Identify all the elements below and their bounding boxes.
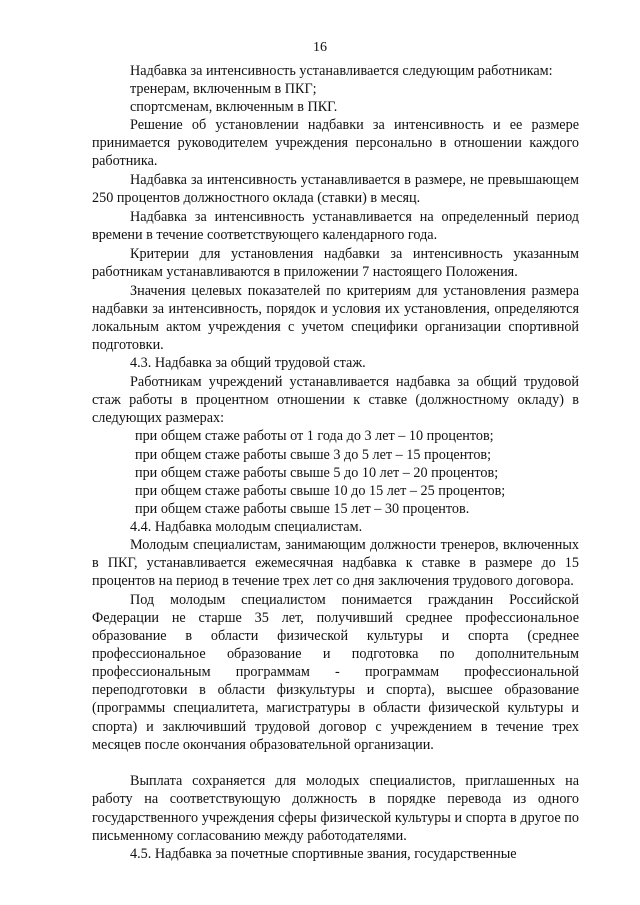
paragraph: Молодым специалистам, занимающим должности тренеров, включенных в ПКГ, устанавливается ежемесячная надбавка к ставке в размере до 15 процентов на период в течение трех лет со дня заключения трудового договора. — [92, 537, 579, 590]
paragraph: Значения целевых показателей по критериям для установления размера надбавки за интенсивность, порядок и условия их установления, определяются локальным актом учреждения с учетом специфики организации спортивной подготовки. — [92, 282, 579, 353]
paragraph-gap — [92, 754, 579, 772]
paragraph: Выплата сохраняется для молодых специалистов, приглашенных на работу на соответствующую должность в порядке перевода из одного государственного учреждения сферы физической культуры и спорта в другое по письменному согласованию между работодателями. — [92, 773, 579, 844]
paragraph: Критерии для установления надбавки за интенсивность указанным работникам устанавливаются в приложении 7 настоящего Положения. — [92, 245, 579, 280]
list-item: при общем стаже работы свыше 15 лет – 30 процентов. — [135, 500, 470, 517]
document-body — [92, 62, 579, 864]
paragraph: Надбавка за интенсивность устанавливается в размере, не превышающем 250 процентов должностного оклада (ставки) в месяц. — [92, 172, 579, 207]
paragraph: Надбавка за интенсивность устанавливается на определенный период времени в течение соответствующего календарного года. — [92, 208, 579, 244]
text-line: тренерам, включенным в ПКГ; — [130, 81, 317, 98]
text-line: Надбавка за интенсивность устанавливается следующим работникам: — [130, 63, 553, 79]
paragraph: Под молодым специалистом понимается гражданин Российской Федерации не старше 35 лет, получивший среднее профессиональное образование в области физической культуры и спорта (среднее профессиональное образование и подготовка по дополнительным профессиональным программам - программам профессиональной переподготовки в области физкультуры и спорта), высшее образование (программы специалитета, магистратуры в области физической культуры и спорта) и заключивший трудовой договор с учреждением в течение трех месяцев после окончания образовательной организации. — [92, 591, 579, 753]
section-heading: 4.3. Надбавка за общий трудовой стаж. — [130, 355, 366, 372]
list-item: при общем стаже работы свыше 10 до 15 лет – 25 процентов; — [135, 482, 506, 499]
list-item: при общем стаже работы свыше 3 до 5 лет – 15 процентов; — [135, 446, 492, 463]
paragraph: Работникам учреждений устанавливается надбавка за общий трудовой стаж работы в процентном отношении к ставке (должностному окладу) в следующих размерах: — [92, 373, 579, 426]
text-line: спортсменам, включенным в ПКГ. — [130, 99, 338, 116]
list-item: при общем стаже работы от 1 года до 3 лет – 10 процентов; — [135, 428, 494, 445]
paragraph: Решение об установлении надбавки за интенсивность и ее размере принимается руководителем учреждения персонально в отношении каждого работника. — [92, 117, 579, 170]
paragraph: 4.5. Надбавка за почетные спортивные звания, государственные — [130, 846, 517, 863]
page-number: 16 — [313, 40, 327, 55]
list-item: при общем стаже работы свыше 5 до 10 лет – 20 процентов; — [135, 464, 499, 481]
section-heading: 4.4. Надбавка молодым специалистам. — [130, 518, 363, 535]
